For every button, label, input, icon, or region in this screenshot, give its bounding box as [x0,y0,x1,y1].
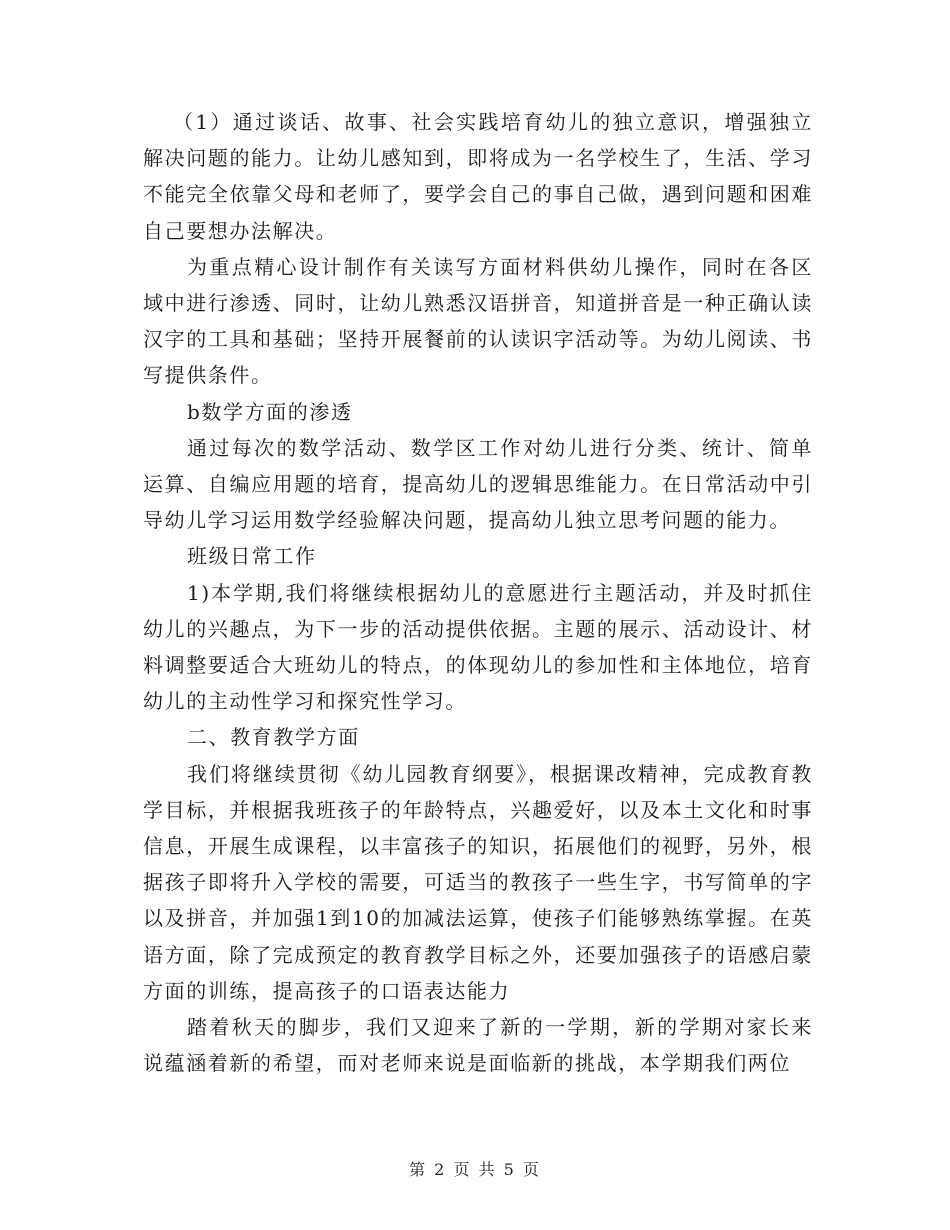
heading-math: b数学方面的渗透 [187,399,353,424]
paragraph-independence: （1）通过谈话、故事、社会实践培育幼儿的独立意识，增强独立解决问题的能力。让幼儿感知到，即将成为一名学校生了，生活、学习不能完全依靠父母和老师了，要学会自己的事自己做，遇到问题和困难自己要想办法解决。 [143,110,813,243]
paragraph-math: 通过每次的数学活动、数学区工作对幼儿进行分类、统计、简单运算、自编应用题的培育，提高幼儿的逻辑思维能力。在日常活动中引导幼儿学习运用数学经验解决问题，提高幼儿独立思考问题的能力。 [143,435,813,533]
paragraph-new-semester: 踏着秋天的脚步，我们又迎来了新的一学期，新的学期对家长来说蕴涵着新的希望，而对老师来说是面临新的挑战，本学期我们两位 [143,1015,813,1076]
heading-daily-work: 班级日常工作 [187,544,317,569]
paragraph-teaching: 我们将继续贯彻《幼儿园教育纲要》，根据课改精神，完成教育教学目标，并根据我班孩子的年龄特点，兴趣爱好，以及本土文化和时事信息，开展生成课程，以丰富孩子的知识，拓展他们的视野，另外，根据孩子即将升入学校的需要，可适当的教孩子一些生字，书写简单的字以及拼音，并加强1到10的加减法运算，使孩子们能够熟练掌握。在英语方面，除了完成预定的教育教学目标之外，还要加强孩子的语感启蒙方面的训练，提高孩子的口语表达能力 [143,761,813,1003]
document-body [143,104,813,1081]
paragraph-daily-work: 1)本学期,我们将继续根据幼儿的意愿进行主题活动，并及时抓住幼儿的兴趣点，为下一步的活动提供依据。主题的展示、活动设计、材料调整要适合大班幼儿的特点，的体现幼儿的参加性和主体地位，培育幼儿的主动性学习和探究性学习。 [143,580,813,714]
page-number-footer: 第 2 页 共 5 页 [409,1160,541,1179]
heading-teaching: 二、教育教学方面 [187,725,360,750]
paragraph-reading-writing: 为重点精心设计制作有关读写方面材料供幼儿操作，同时在各区域中进行渗透、同时，让幼儿熟悉汉语拼音，知道拼音是一种正确认读汉字的工具和基础；坚持开展餐前的认读识字活动等。为幼儿阅读、书写提供条件。 [143,254,813,388]
